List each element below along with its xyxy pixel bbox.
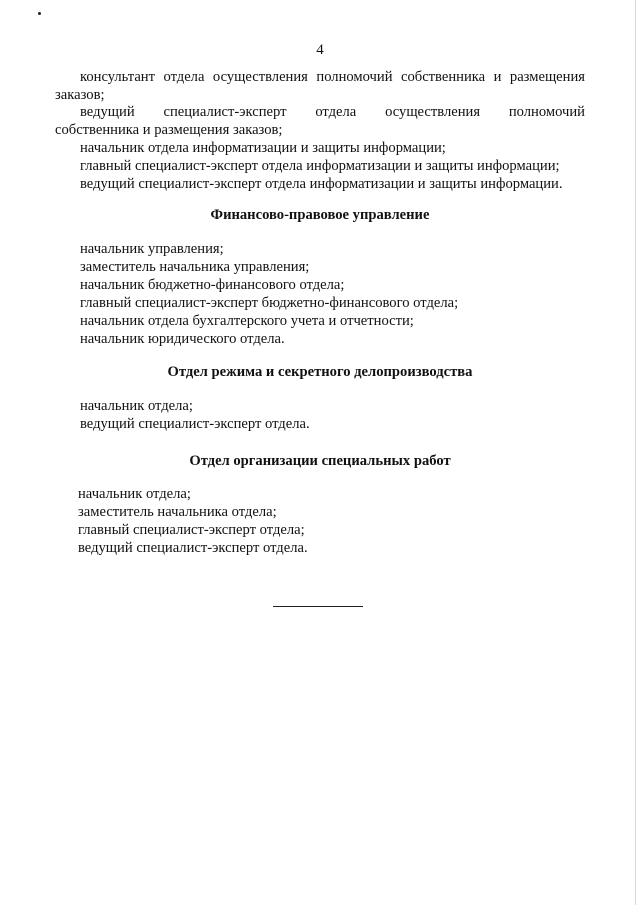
list-item: начальник бюджетно-финансового отдела; bbox=[80, 277, 345, 293]
text-line: начальник отдела информатизации и защиты информации; bbox=[80, 140, 446, 156]
scan-speck bbox=[38, 12, 41, 15]
text-line: собственника и размещения заказов; bbox=[55, 122, 283, 138]
list-item: заместитель начальника отдела; bbox=[78, 504, 277, 520]
list-item: ведущий специалист-эксперт отдела. bbox=[80, 416, 310, 432]
text-line: ведущий специалист-эксперт отдела информатизации и защиты информации. bbox=[80, 176, 563, 192]
list-item: начальник отдела; bbox=[78, 486, 191, 502]
list-item: заместитель начальника управления; bbox=[80, 259, 310, 275]
list-item: главный специалист-эксперт отдела; bbox=[78, 522, 305, 538]
text-line: консультант отдела осуществления полномочий собственника и размещения bbox=[80, 69, 585, 85]
list-item: начальник юридического отдела. bbox=[80, 331, 285, 347]
section-title: Отдел организации специальных работ bbox=[189, 453, 451, 469]
end-rule bbox=[273, 606, 363, 607]
text-line: главный специалист-эксперт отдела информатизации и защиты информации; bbox=[80, 158, 560, 174]
text-line: заказов; bbox=[55, 87, 105, 103]
page-number: 4 bbox=[316, 42, 324, 58]
list-item: главный специалист-эксперт бюджетно-финансового отдела; bbox=[80, 295, 459, 311]
text-line: ведущий специалист-эксперт отдела осуществления полномочий bbox=[80, 104, 585, 120]
section-title: Финансово-правовое управление bbox=[210, 207, 430, 223]
list-item: начальник отдела; bbox=[80, 398, 193, 414]
list-item: ведущий специалист-эксперт отдела. bbox=[78, 540, 308, 556]
list-item: начальник управления; bbox=[80, 241, 224, 257]
list-item: начальник отдела бухгалтерского учета и отчетности; bbox=[80, 313, 414, 329]
section-title: Отдел режима и секретного делопроизводства bbox=[167, 364, 473, 380]
